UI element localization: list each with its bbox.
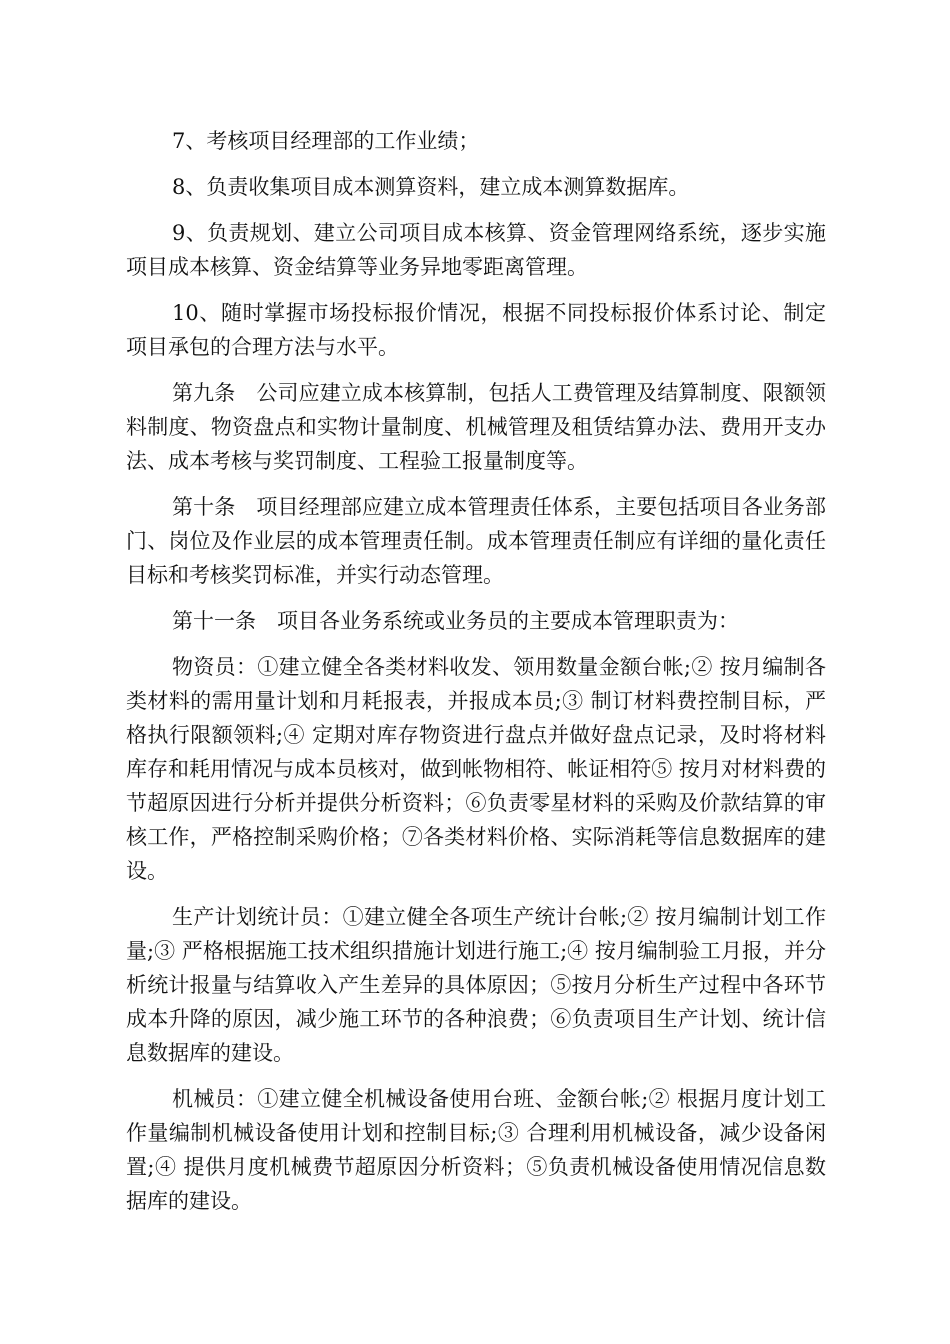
article-11: 第十一条 项目各业务系统或业务员的主要成本管理职责为： (172, 609, 739, 633)
article-10: 第十条 项目经理部应建立成本管理责任体系，主要包括项目各业务部门、岗位及作业层的成本管理责任制。成本管理责任制应有详细的量化责任目标和考核奖罚标准，并实行动态管理。 (126, 495, 826, 587)
paragraph-item-9: 9、负责规划、建立公司项目成本核算、资金管理网络系统，逐步实施项目成本核算、资金结算等业务异地零距离管理。 (126, 221, 826, 279)
production-planner-duties: 生产计划统计员：①建立健全各项生产统计台帐;② 按月编制计划工作量;③ 严格根据施工技术组织措施计划进行施工;④ 按月编制验工月报，并分析统计报量与结算收入产生差异的具体原因；⑤按月分析生产过程中各环节成本升降的原因，减少施工环节的各种浪费；⑥负责项目生产计划、统计信息数据库的建设。 (126, 905, 826, 1065)
paragraph-item-7: 7、考核项目经理部的工作业绩； (172, 129, 480, 153)
paragraph-item-10: 10、随时掌握市场投标报价情况，根据不同投标报价体系讨论、制定项目承包的合理方法与水平。 (126, 301, 826, 359)
machinery-clerk-duties: 机械员：①建立健全机械设备使用台班、金额台帐;② 根据月度计划工作量编制机械设备使用计划和控制目标;③ 合理利用机械设备，减少设备闲置;④ 提供月度机械费节超原因分析资料；⑤负责机械设备使用情况信息数据库的建设。 (126, 1087, 826, 1213)
materials-clerk-duties: 物资员：①建立健全各类材料收发、领用数量金额台帐;② 按月编制各类材料的需用量计划和月耗报表，并报成本员;③ 制订材料费控制目标，严格执行限额领料;④ 定期对库存物资进行盘点并做好盘点记录，及时将材料库存和耗用情况与成本员核对，做到帐物相符、帐证相符⑤ 按月对材料费的节超原因进行分析并提供分析资料；⑥负责零星材料的采购及价款结算的审核工作，严格控制采购价格；⑦各类材料价格、实际消耗等信息数据库的建设。 (126, 655, 826, 883)
paragraph-item-8: 8、负责收集项目成本测算资料，建立成本测算数据库。 (172, 175, 690, 199)
document-body (126, 124, 826, 1230)
article-9: 第九条 公司应建立成本核算制，包括人工费管理及结算制度、限额领料制度、物资盘点和实物计量制度、机械管理及租赁结算办法、费用开支办法、成本考核与奖罚制度、工程验工报量制度等。 (126, 381, 826, 473)
